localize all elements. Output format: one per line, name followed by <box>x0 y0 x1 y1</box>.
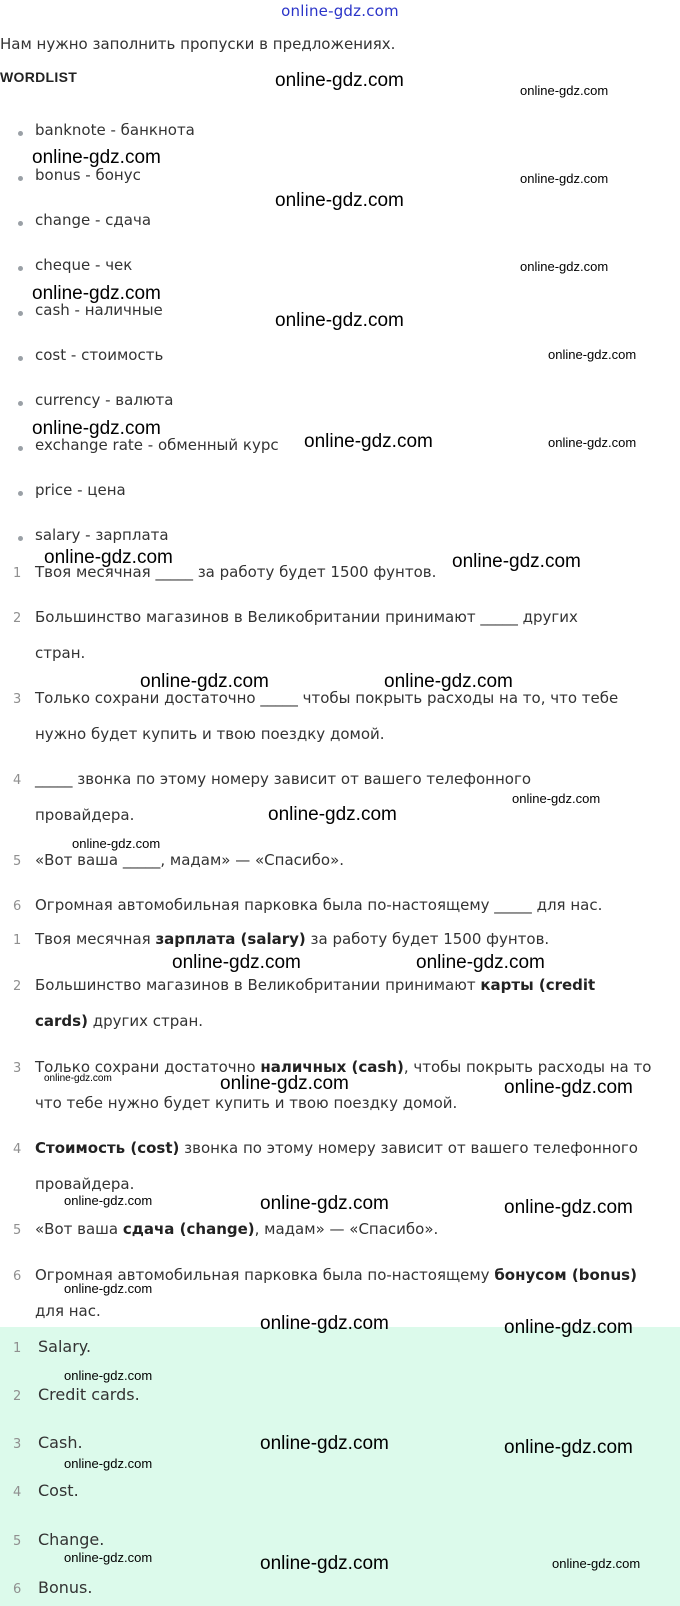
list-item: cash - наличные <box>35 301 163 319</box>
bullet-icon <box>18 311 23 316</box>
translation-line: провайдера. <box>35 1175 135 1193</box>
item-number: 6 <box>13 1269 22 1284</box>
item-number: 2 <box>13 1389 22 1404</box>
site-header-link[interactable]: online-gdz.com <box>281 2 399 20</box>
translation-line: что тебе нужно будет купить и твою поездку домой. <box>35 1094 458 1112</box>
watermark: online-gdz.com <box>260 1553 389 1574</box>
answer-item: Credit cards. <box>38 1385 140 1404</box>
watermark: online-gdz.com <box>512 791 601 806</box>
list-item: cost - стоимость <box>35 346 164 364</box>
watermark: online-gdz.com <box>64 1193 153 1208</box>
item-number: 1 <box>13 933 22 948</box>
bullet-icon <box>18 221 23 226</box>
bullet-icon <box>18 491 23 496</box>
translation-line: Огромная автомобильная парковка была по-настоящему бонусом (bonus) <box>35 1266 637 1284</box>
watermark: online-gdz.com <box>220 1073 349 1094</box>
item-number: 5 <box>13 854 22 869</box>
watermark: online-gdz.com <box>64 1281 153 1296</box>
exercise-line: провайдера. <box>35 806 135 824</box>
watermark: online-gdz.com <box>32 147 161 168</box>
watermark: online-gdz.com <box>384 671 513 692</box>
translation-line: Только сохрани достаточно наличных (cash), чтобы покрыть расходы на то <box>35 1058 652 1076</box>
watermark: online-gdz.com <box>275 310 404 331</box>
item-number: 3 <box>13 1437 22 1452</box>
item-number: 4 <box>13 1142 22 1157</box>
list-item: salary - зарплата <box>35 526 169 544</box>
watermark: online-gdz.com <box>520 259 609 274</box>
watermark: online-gdz.com <box>304 431 433 452</box>
watermark: online-gdz.com <box>172 952 301 973</box>
answer-item: Salary. <box>38 1337 92 1356</box>
exercise-line: Большинство магазинов в Великобритании принимают _____ других <box>35 608 578 626</box>
watermark: online-gdz.com <box>552 1556 641 1571</box>
bullet-icon <box>18 401 23 406</box>
watermark: online-gdz.com <box>64 1550 153 1565</box>
exercise-line: стран. <box>35 644 86 662</box>
item-number: 6 <box>13 1582 22 1597</box>
translation-line: Твоя месячная зарплата (salary) за работу будет 1500 фунтов. <box>35 930 550 948</box>
answer-item: Cash. <box>38 1433 83 1452</box>
watermark: online-gdz.com <box>548 435 637 450</box>
list-item: currency - валюта <box>35 391 174 409</box>
list-item: exchange rate - обменный курс <box>35 436 279 454</box>
watermark: online-gdz.com <box>504 1077 633 1098</box>
exercise-line: Только сохрани достаточно _____ чтобы покрыть расходы на то, что тебе <box>35 689 619 707</box>
translation-line: Большинство магазинов в Великобритании принимают карты (credit <box>35 976 596 994</box>
answer-highlight: наличных (cash) <box>260 1058 404 1076</box>
exercise-line: Твоя месячная _____ за работу будет 1500 фунтов. <box>35 563 437 581</box>
bullet-icon <box>18 536 23 541</box>
item-number: 1 <box>13 566 22 581</box>
item-number: 4 <box>13 773 22 788</box>
translation-line: Стоимость (cost) звонка по этому номеру зависит от вашего телефонного <box>35 1139 638 1157</box>
answer-highlight: карты (credit <box>480 976 596 994</box>
watermark: online-gdz.com <box>44 1073 112 1084</box>
list-item: banknote - банкнота <box>35 121 195 139</box>
item-number: 5 <box>13 1223 22 1238</box>
exercise-line: Огромная автомобильная парковка была по-настоящему _____ для нас. <box>35 896 603 914</box>
watermark: online-gdz.com <box>452 551 581 572</box>
watermark: online-gdz.com <box>32 283 161 304</box>
answer-highlight: Стоимость (cost) <box>35 1139 180 1157</box>
watermark: online-gdz.com <box>260 1313 389 1334</box>
watermark: online-gdz.com <box>140 671 269 692</box>
answer-highlight: бонусом (bonus) <box>494 1266 637 1284</box>
item-number: 2 <box>13 611 22 626</box>
bullet-icon <box>18 356 23 361</box>
item-number: 4 <box>13 1485 22 1500</box>
answer-highlight: зарплата (salary) <box>155 930 306 948</box>
answer-highlight: сдача (change) <box>122 1220 255 1238</box>
watermark: online-gdz.com <box>520 83 609 98</box>
answer-item: Bonus. <box>38 1578 93 1597</box>
item-number: 3 <box>13 692 22 707</box>
wordlist-title: WORDLIST <box>0 69 78 85</box>
item-number: 6 <box>13 899 22 914</box>
translation-line: для нас. <box>35 1302 101 1320</box>
answer-item: Change. <box>38 1530 105 1549</box>
answer-highlight: cards) <box>35 1012 88 1030</box>
bullet-icon <box>18 131 23 136</box>
watermark: online-gdz.com <box>504 1317 633 1338</box>
watermark: online-gdz.com <box>275 190 404 211</box>
watermark: online-gdz.com <box>260 1193 389 1214</box>
item-number: 5 <box>13 1534 22 1549</box>
exercise-line: _____ звонка по этому номеру зависит от вашего телефонного <box>35 770 532 788</box>
list-item: bonus - бонус <box>35 166 141 184</box>
watermark: online-gdz.com <box>64 1456 153 1471</box>
watermark: online-gdz.com <box>504 1437 633 1458</box>
bullet-icon <box>18 446 23 451</box>
item-number: 3 <box>13 1061 22 1076</box>
list-item: cheque - чек <box>35 256 133 274</box>
watermark: online-gdz.com <box>275 70 404 91</box>
task-intro: Нам нужно заполнить пропуски в предложениях. <box>0 35 396 53</box>
watermark: online-gdz.com <box>260 1433 389 1454</box>
bullet-icon <box>18 266 23 271</box>
list-item: change - сдача <box>35 211 152 229</box>
watermark: online-gdz.com <box>268 804 397 825</box>
watermark: online-gdz.com <box>520 171 609 186</box>
exercise-line: нужно будет купить и твою поездку домой. <box>35 725 385 743</box>
list-item: price - цена <box>35 481 126 499</box>
watermark: online-gdz.com <box>44 547 173 568</box>
bullet-icon <box>18 176 23 181</box>
watermark: online-gdz.com <box>548 347 637 362</box>
watermark: online-gdz.com <box>32 418 161 439</box>
exercise-line: «Вот ваша _____, мадам» — «Спасибо». <box>35 851 345 869</box>
watermark: online-gdz.com <box>504 1197 633 1218</box>
translation-line: «Вот ваша сдача (change), мадам» — «Спасибо». <box>35 1220 439 1238</box>
watermark: online-gdz.com <box>72 836 161 851</box>
item-number: 1 <box>13 1341 22 1356</box>
watermark: online-gdz.com <box>64 1368 153 1383</box>
watermark: online-gdz.com <box>416 952 545 973</box>
answer-item: Cost. <box>38 1481 79 1500</box>
item-number: 2 <box>13 979 22 994</box>
translation-line: cards) других стран. <box>35 1012 204 1030</box>
